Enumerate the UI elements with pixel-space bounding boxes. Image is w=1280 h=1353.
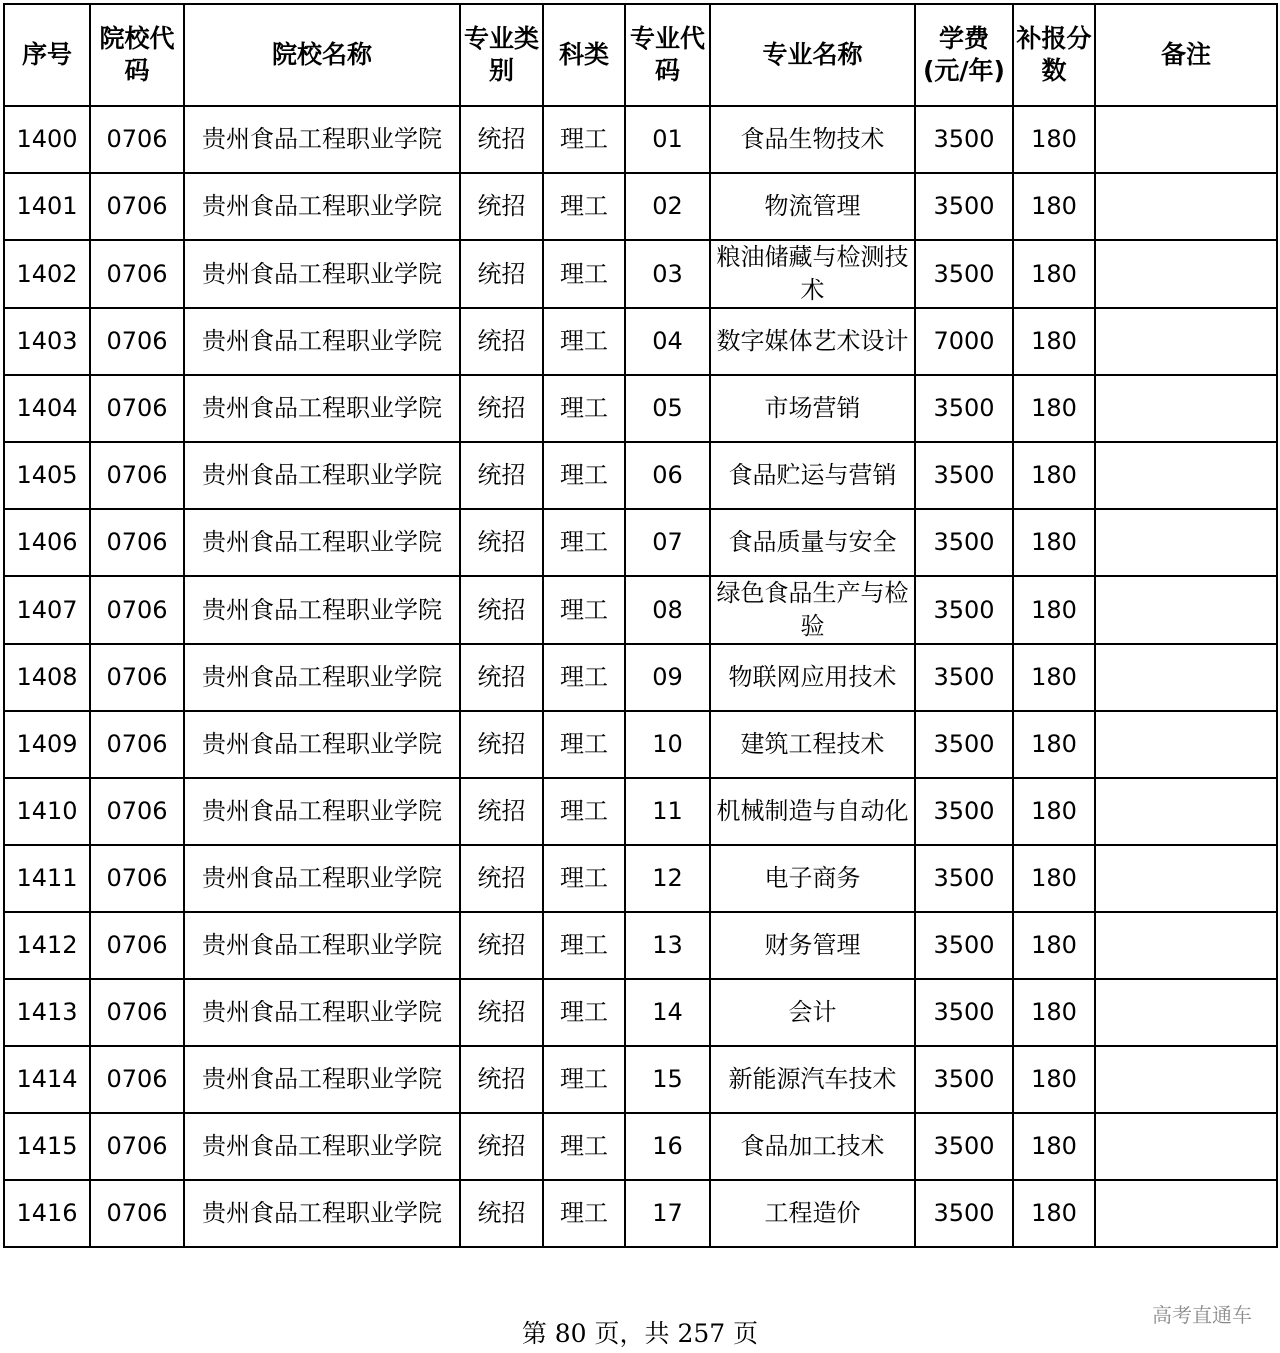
cell-major-category: 统招 — [460, 979, 543, 1046]
cell-major-name: 物流管理 — [710, 173, 915, 240]
cell-major-category: 统招 — [460, 173, 543, 240]
cell-school-code: 0706 — [90, 509, 184, 576]
cell-remark — [1095, 644, 1277, 711]
cell-major-name: 工程造价 — [710, 1180, 915, 1247]
cell-tuition: 3500 — [915, 106, 1013, 173]
cell-major-name: 机械制造与自动化 — [710, 778, 915, 845]
cell-score: 180 — [1013, 106, 1095, 173]
cell-major-code: 02 — [625, 173, 710, 240]
header-major-name: 专业名称 — [710, 4, 915, 106]
cell-remark — [1095, 509, 1277, 576]
cell-score: 180 — [1013, 979, 1095, 1046]
header-seq: 序号 — [4, 4, 90, 106]
cell-major-category: 统招 — [460, 576, 543, 644]
cell-school-code: 0706 — [90, 106, 184, 173]
cell-seq: 1405 — [4, 442, 90, 509]
cell-school-code: 0706 — [90, 1180, 184, 1247]
cell-major-code: 12 — [625, 845, 710, 912]
cell-school-name: 贵州食品工程职业学院 — [184, 509, 460, 576]
cell-score: 180 — [1013, 1046, 1095, 1113]
cell-remark — [1095, 375, 1277, 442]
cell-remark — [1095, 1046, 1277, 1113]
cell-tuition: 3500 — [915, 845, 1013, 912]
cell-remark — [1095, 106, 1277, 173]
cell-school-code: 0706 — [90, 1046, 184, 1113]
cell-tuition: 3500 — [915, 1046, 1013, 1113]
cell-seq: 1402 — [4, 240, 90, 308]
cell-seq: 1416 — [4, 1180, 90, 1247]
cell-school-code: 0706 — [90, 1113, 184, 1180]
table-row — [4, 375, 1277, 442]
cell-school-name: 贵州食品工程职业学院 — [184, 308, 460, 375]
cell-school-code: 0706 — [90, 442, 184, 509]
table-row — [4, 509, 1277, 576]
cell-major-code: 05 — [625, 375, 710, 442]
cell-major-name: 数字媒体艺术设计 — [710, 308, 915, 375]
cell-score: 180 — [1013, 778, 1095, 845]
header-subject: 科类 — [543, 4, 625, 106]
cell-seq: 1404 — [4, 375, 90, 442]
cell-score: 180 — [1013, 845, 1095, 912]
cell-remark — [1095, 912, 1277, 979]
cell-major-category: 统招 — [460, 509, 543, 576]
cell-school-name: 贵州食品工程职业学院 — [184, 845, 460, 912]
cell-subject: 理工 — [543, 979, 625, 1046]
cell-school-name: 贵州食品工程职业学院 — [184, 778, 460, 845]
cell-major-name: 物联网应用技术 — [710, 644, 915, 711]
cell-subject: 理工 — [543, 1113, 625, 1180]
cell-major-code: 11 — [625, 778, 710, 845]
cell-school-name: 贵州食品工程职业学院 — [184, 375, 460, 442]
cell-major-category: 统招 — [460, 240, 543, 308]
cell-remark — [1095, 173, 1277, 240]
cell-school-code: 0706 — [90, 711, 184, 778]
cell-tuition: 3500 — [915, 644, 1013, 711]
cell-subject: 理工 — [543, 644, 625, 711]
cell-subject: 理工 — [543, 308, 625, 375]
cell-major-category: 统招 — [460, 106, 543, 173]
cell-school-name: 贵州食品工程职业学院 — [184, 1113, 460, 1180]
header-major-category: 专业类别 — [460, 4, 543, 106]
cell-major-code: 13 — [625, 912, 710, 979]
cell-major-category: 统招 — [460, 778, 543, 845]
table-row — [4, 576, 1277, 644]
table-row — [4, 912, 1277, 979]
cell-major-name: 食品加工技术 — [710, 1113, 915, 1180]
cell-seq: 1410 — [4, 778, 90, 845]
cell-major-code: 08 — [625, 576, 710, 644]
cell-score: 180 — [1013, 442, 1095, 509]
table-row — [4, 1180, 1277, 1247]
cell-major-category: 统招 — [460, 1113, 543, 1180]
cell-score: 180 — [1013, 711, 1095, 778]
cell-score: 180 — [1013, 240, 1095, 308]
cell-major-name: 新能源汽车技术 — [710, 1046, 915, 1113]
cell-score: 180 — [1013, 644, 1095, 711]
table-header — [4, 4, 1277, 106]
cell-remark — [1095, 442, 1277, 509]
cell-score: 180 — [1013, 576, 1095, 644]
cell-remark — [1095, 1180, 1277, 1247]
page-number: 第 80 页，共 257 页 — [521, 1319, 759, 1348]
cell-seq: 1400 — [4, 106, 90, 173]
cell-subject: 理工 — [543, 845, 625, 912]
cell-tuition: 3500 — [915, 375, 1013, 442]
table-row — [4, 778, 1277, 845]
cell-major-code: 06 — [625, 442, 710, 509]
cell-subject: 理工 — [543, 912, 625, 979]
cell-major-category: 统招 — [460, 711, 543, 778]
cell-tuition: 3500 — [915, 778, 1013, 845]
cell-major-category: 统招 — [460, 1180, 543, 1247]
header-remark: 备注 — [1095, 4, 1277, 106]
cell-remark — [1095, 711, 1277, 778]
cell-school-name: 贵州食品工程职业学院 — [184, 1046, 460, 1113]
cell-seq: 1408 — [4, 644, 90, 711]
table-row — [4, 442, 1277, 509]
cell-school-name: 贵州食品工程职业学院 — [184, 240, 460, 308]
cell-score: 180 — [1013, 308, 1095, 375]
cell-tuition: 3500 — [915, 240, 1013, 308]
table-row — [4, 106, 1277, 173]
cell-subject: 理工 — [543, 1180, 625, 1247]
table-row — [4, 1113, 1277, 1180]
table-row — [4, 711, 1277, 778]
cell-subject: 理工 — [543, 778, 625, 845]
cell-score: 180 — [1013, 1113, 1095, 1180]
cell-remark — [1095, 308, 1277, 375]
cell-school-code: 0706 — [90, 240, 184, 308]
cell-major-code: 04 — [625, 308, 710, 375]
cell-subject: 理工 — [543, 711, 625, 778]
header-score: 补报分数 — [1013, 4, 1095, 106]
cell-major-code: 14 — [625, 979, 710, 1046]
admissions-table — [3, 3, 1278, 1248]
cell-remark — [1095, 778, 1277, 845]
cell-major-code: 03 — [625, 240, 710, 308]
cell-major-category: 统招 — [460, 1046, 543, 1113]
cell-major-code: 09 — [625, 644, 710, 711]
cell-school-name: 贵州食品工程职业学院 — [184, 442, 460, 509]
cell-score: 180 — [1013, 912, 1095, 979]
cell-major-code: 17 — [625, 1180, 710, 1247]
cell-tuition: 3500 — [915, 711, 1013, 778]
cell-subject: 理工 — [543, 1046, 625, 1113]
cell-major-code: 07 — [625, 509, 710, 576]
cell-major-name: 食品生物技术 — [710, 106, 915, 173]
cell-seq: 1411 — [4, 845, 90, 912]
table-body — [4, 106, 1277, 1247]
cell-major-name: 会计 — [710, 979, 915, 1046]
cell-school-name: 贵州食品工程职业学院 — [184, 106, 460, 173]
cell-school-name: 贵州食品工程职业学院 — [184, 173, 460, 240]
cell-remark — [1095, 240, 1277, 308]
cell-school-name: 贵州食品工程职业学院 — [184, 644, 460, 711]
cell-school-code: 0706 — [90, 375, 184, 442]
cell-seq: 1406 — [4, 509, 90, 576]
table-row — [4, 308, 1277, 375]
cell-subject: 理工 — [543, 509, 625, 576]
cell-school-code: 0706 — [90, 845, 184, 912]
cell-subject: 理工 — [543, 442, 625, 509]
cell-school-code: 0706 — [90, 644, 184, 711]
cell-school-name: 贵州食品工程职业学院 — [184, 711, 460, 778]
cell-seq: 1403 — [4, 308, 90, 375]
cell-major-name: 市场营销 — [710, 375, 915, 442]
cell-major-name: 电子商务 — [710, 845, 915, 912]
cell-school-code: 0706 — [90, 912, 184, 979]
cell-tuition: 3500 — [915, 576, 1013, 644]
cell-seq: 1413 — [4, 979, 90, 1046]
cell-school-code: 0706 — [90, 576, 184, 644]
cell-school-name: 贵州食品工程职业学院 — [184, 979, 460, 1046]
cell-score: 180 — [1013, 1180, 1095, 1247]
cell-major-name: 建筑工程技术 — [710, 711, 915, 778]
cell-major-category: 统招 — [460, 912, 543, 979]
cell-major-name: 财务管理 — [710, 912, 915, 979]
cell-seq: 1415 — [4, 1113, 90, 1180]
table-row — [4, 240, 1277, 308]
cell-major-code: 15 — [625, 1046, 710, 1113]
cell-major-name: 食品贮运与营销 — [710, 442, 915, 509]
cell-major-name: 食品质量与安全 — [710, 509, 915, 576]
header-school-code: 院校代码 — [90, 4, 184, 106]
cell-school-name: 贵州食品工程职业学院 — [184, 576, 460, 644]
cell-score: 180 — [1013, 375, 1095, 442]
cell-major-name: 粮油储藏与检测技术 — [710, 240, 915, 308]
table-row — [4, 979, 1277, 1046]
cell-tuition: 7000 — [915, 308, 1013, 375]
cell-score: 180 — [1013, 173, 1095, 240]
cell-major-category: 统招 — [460, 845, 543, 912]
cell-seq: 1401 — [4, 173, 90, 240]
cell-seq: 1414 — [4, 1046, 90, 1113]
cell-seq: 1412 — [4, 912, 90, 979]
cell-school-code: 0706 — [90, 979, 184, 1046]
cell-school-code: 0706 — [90, 308, 184, 375]
cell-school-name: 贵州食品工程职业学院 — [184, 1180, 460, 1247]
cell-seq: 1409 — [4, 711, 90, 778]
cell-tuition: 3500 — [915, 1113, 1013, 1180]
cell-tuition: 3500 — [915, 1180, 1013, 1247]
cell-major-category: 统招 — [460, 308, 543, 375]
cell-subject: 理工 — [543, 173, 625, 240]
cell-major-category: 统招 — [460, 375, 543, 442]
cell-major-category: 统招 — [460, 442, 543, 509]
cell-remark — [1095, 576, 1277, 644]
cell-tuition: 3500 — [915, 173, 1013, 240]
header-tuition: 学费(元/年) — [915, 4, 1013, 106]
cell-subject: 理工 — [543, 375, 625, 442]
cell-school-code: 0706 — [90, 778, 184, 845]
cell-score: 180 — [1013, 509, 1095, 576]
cell-major-code: 16 — [625, 1113, 710, 1180]
cell-major-name: 绿色食品生产与检验 — [710, 576, 915, 644]
header-row — [4, 4, 1277, 106]
cell-subject: 理工 — [543, 106, 625, 173]
cell-major-code: 10 — [625, 711, 710, 778]
cell-seq: 1407 — [4, 576, 90, 644]
table-row — [4, 644, 1277, 711]
table-row — [4, 845, 1277, 912]
watermark-text: 高考直通车 — [1152, 1303, 1252, 1327]
cell-tuition: 3500 — [915, 979, 1013, 1046]
cell-subject: 理工 — [543, 240, 625, 308]
cell-remark — [1095, 1113, 1277, 1180]
table-row — [4, 173, 1277, 240]
header-school-name: 院校名称 — [184, 4, 460, 106]
table-row — [4, 1046, 1277, 1113]
cell-remark — [1095, 845, 1277, 912]
header-major-code: 专业代码 — [625, 4, 710, 106]
cell-school-name: 贵州食品工程职业学院 — [184, 912, 460, 979]
cell-major-category: 统招 — [460, 644, 543, 711]
cell-school-code: 0706 — [90, 173, 184, 240]
cell-subject: 理工 — [543, 576, 625, 644]
cell-tuition: 3500 — [915, 442, 1013, 509]
cell-major-code: 01 — [625, 106, 710, 173]
cell-tuition: 3500 — [915, 912, 1013, 979]
cell-tuition: 3500 — [915, 509, 1013, 576]
cell-remark — [1095, 979, 1277, 1046]
